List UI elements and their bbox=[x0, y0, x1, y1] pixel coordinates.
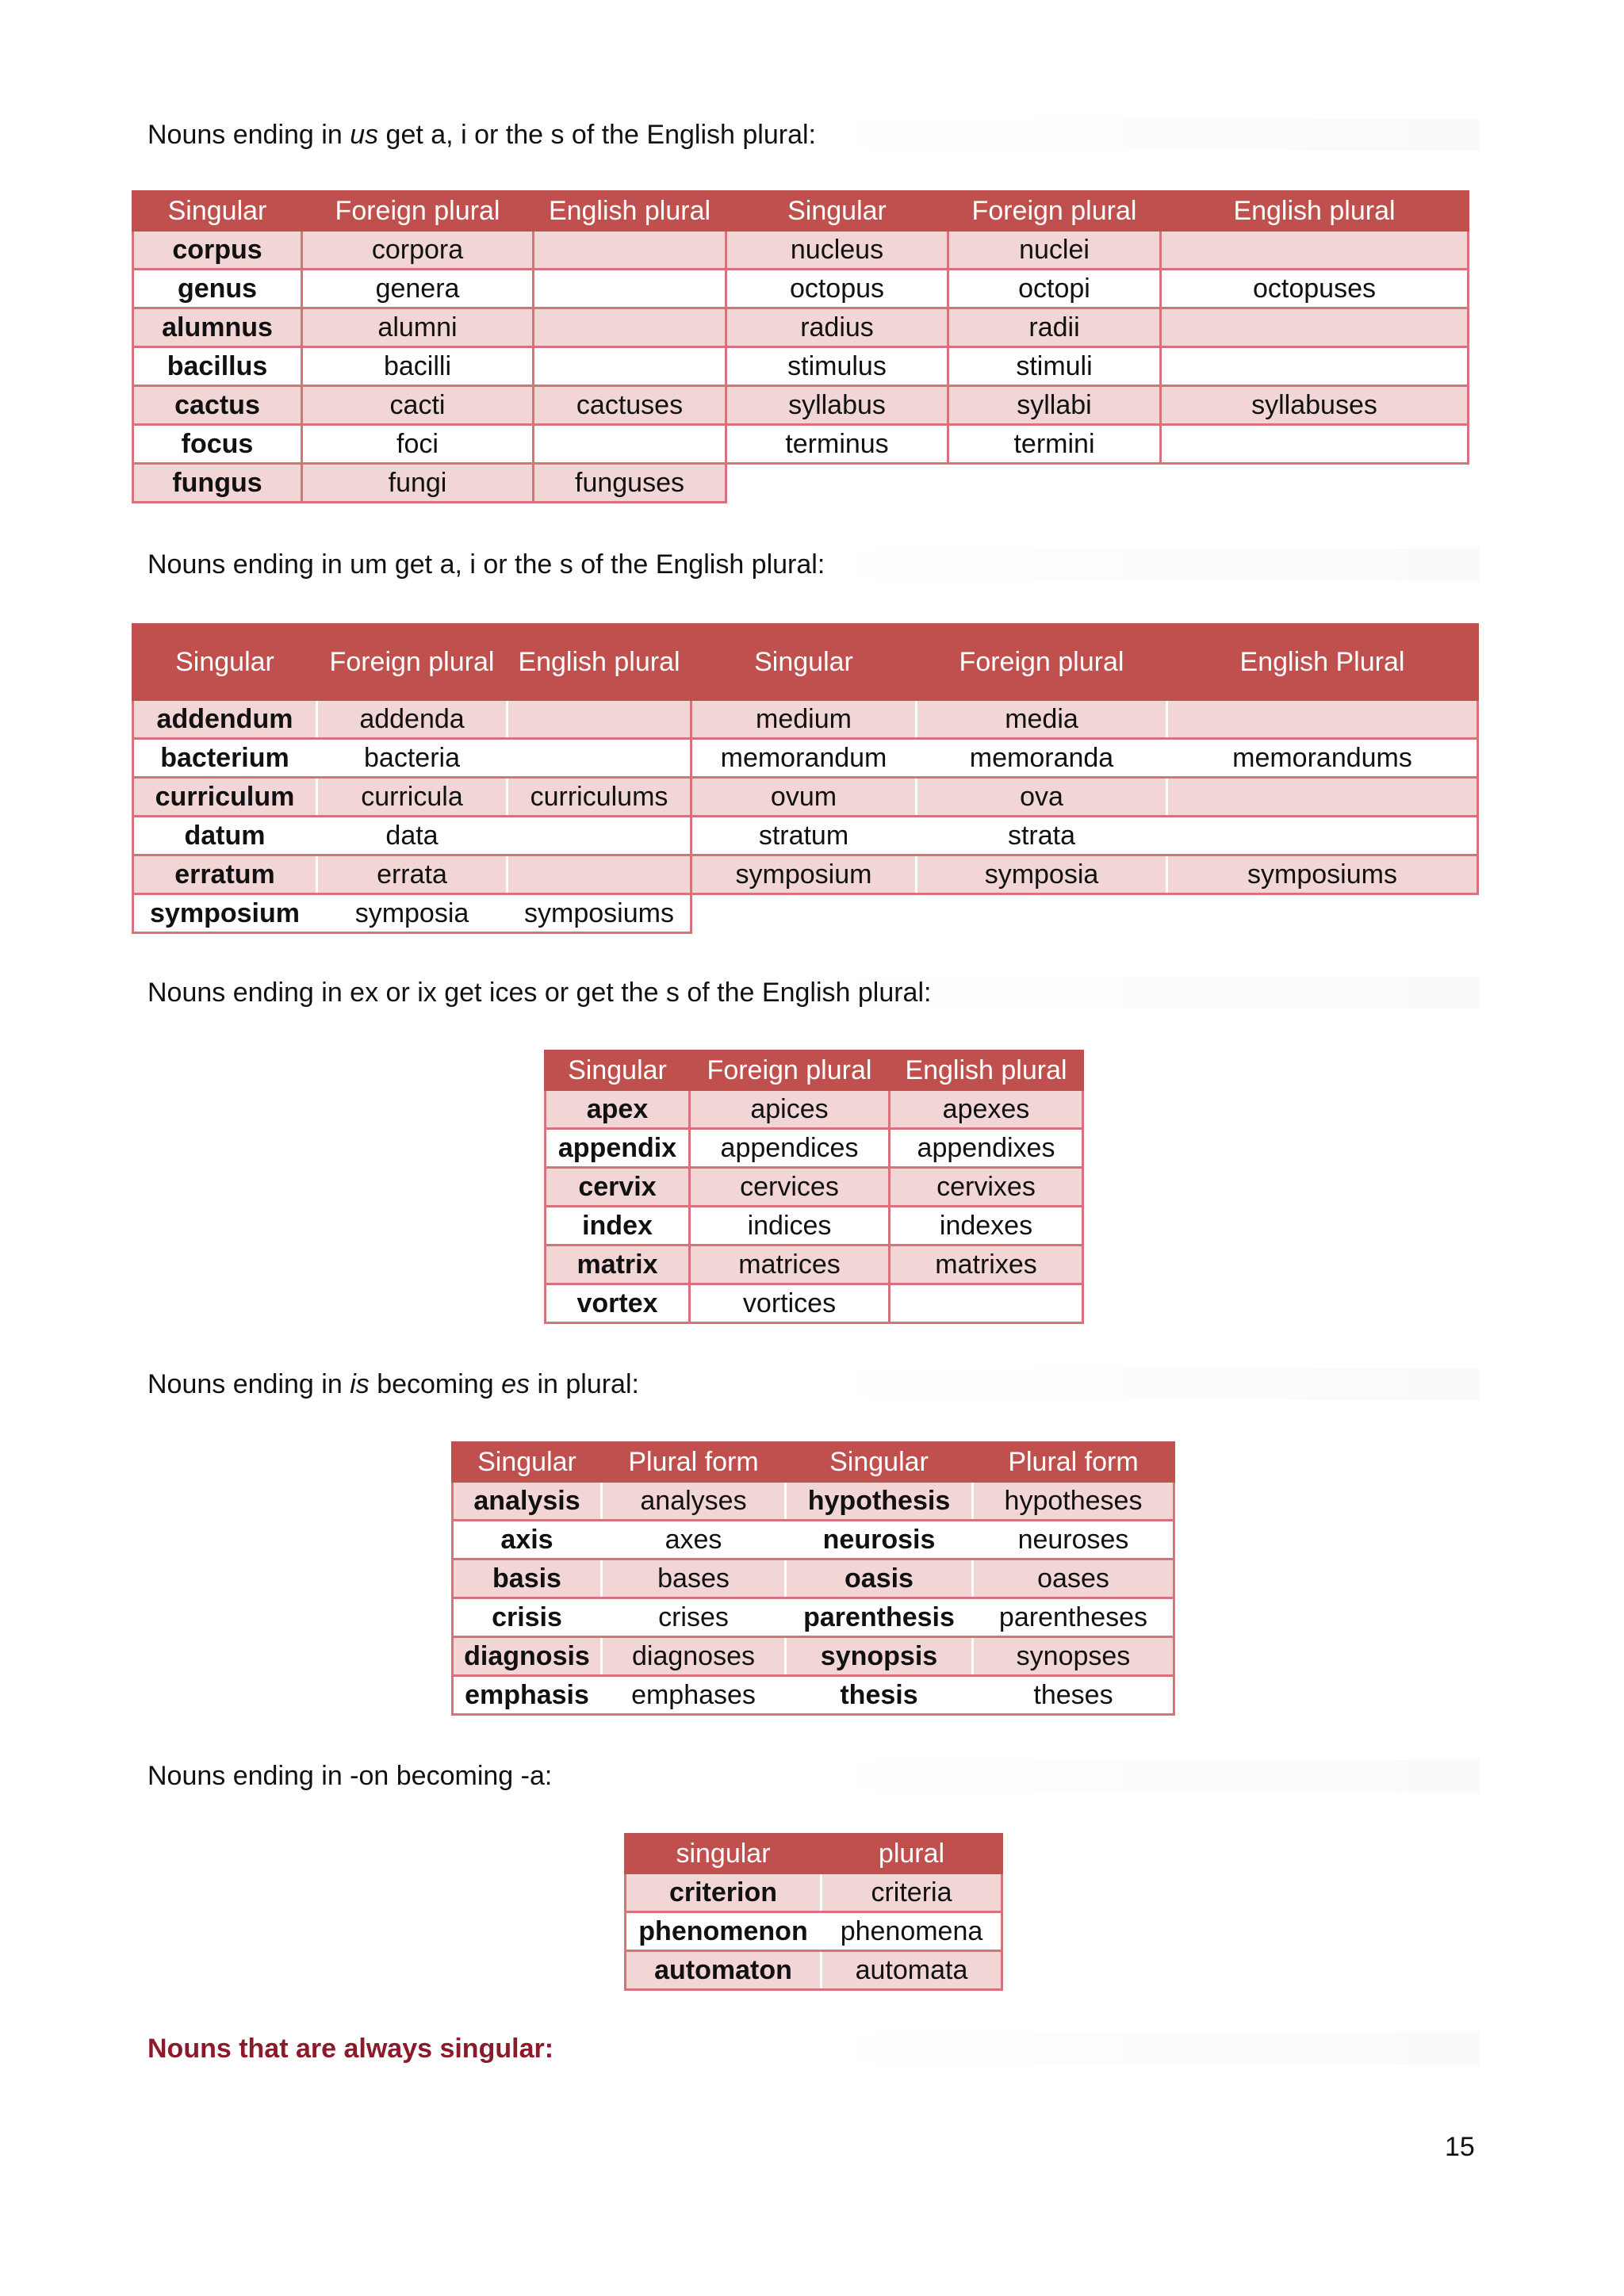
table-cell bbox=[1167, 778, 1478, 817]
table-cell bbox=[948, 464, 1161, 503]
table-cell: radii bbox=[948, 308, 1161, 347]
table-cell bbox=[890, 1284, 1083, 1323]
table-cell: matrixes bbox=[890, 1246, 1083, 1284]
table-cell bbox=[1167, 817, 1478, 855]
table-cell bbox=[534, 308, 726, 347]
table-cell bbox=[1161, 231, 1469, 270]
table-cell: cactus bbox=[133, 386, 302, 425]
section-heading-always-singular: Nouns that are always singular: bbox=[147, 2033, 1480, 2064]
table-cell: symposia bbox=[917, 855, 1167, 894]
table-cell bbox=[1161, 308, 1469, 347]
column-header: Foreign plural bbox=[317, 625, 508, 700]
table-cell: emphasis bbox=[453, 1676, 602, 1715]
table-cell: axis bbox=[453, 1521, 602, 1559]
table-cell bbox=[1167, 700, 1478, 739]
table-header-row bbox=[453, 1443, 1174, 1482]
table-row bbox=[133, 778, 1478, 817]
table-ex-ix-nouns bbox=[544, 1050, 1084, 1324]
table-row bbox=[133, 231, 1469, 270]
table-header-row bbox=[133, 192, 1469, 231]
table-cell: appendix bbox=[546, 1129, 690, 1168]
table-cell bbox=[534, 425, 726, 464]
table-cell: alumni bbox=[302, 308, 534, 347]
table-cell: basis bbox=[453, 1559, 602, 1598]
table-cell: focus bbox=[133, 425, 302, 464]
table-row bbox=[453, 1482, 1174, 1521]
table-cell: nucleus bbox=[726, 231, 948, 270]
table-cell: ovum bbox=[691, 778, 917, 817]
table-cell: syllabuses bbox=[1161, 386, 1469, 425]
table-cell: stimulus bbox=[726, 347, 948, 386]
table-cell: corpora bbox=[302, 231, 534, 270]
table-header-row bbox=[626, 1835, 1002, 1873]
table-cell: corpus bbox=[133, 231, 302, 270]
page-number: 15 bbox=[1445, 2132, 1475, 2162]
table-row bbox=[133, 894, 1478, 933]
table-row bbox=[133, 855, 1478, 894]
table-cell: errata bbox=[317, 855, 508, 894]
column-header: Plural form bbox=[973, 1443, 1174, 1482]
table-cell bbox=[726, 464, 948, 503]
column-header: Singular bbox=[133, 625, 317, 700]
table-cell: matrices bbox=[690, 1246, 890, 1284]
table-cell: criteria bbox=[822, 1873, 1002, 1912]
table-row bbox=[546, 1284, 1083, 1323]
table-cell: octopuses bbox=[1161, 270, 1469, 308]
column-header: Foreign plural bbox=[917, 625, 1167, 700]
table-cell: neuroses bbox=[973, 1521, 1174, 1559]
table-row bbox=[133, 308, 1469, 347]
column-header: Singular bbox=[546, 1051, 690, 1090]
table-cell bbox=[534, 347, 726, 386]
table-cell bbox=[1161, 425, 1469, 464]
table-cell bbox=[1161, 347, 1469, 386]
table-cell: fungi bbox=[302, 464, 534, 503]
table-cell: medium bbox=[691, 700, 917, 739]
table-cell: apices bbox=[690, 1090, 890, 1129]
table-row bbox=[626, 1951, 1002, 1990]
table-cell: memorandums bbox=[1167, 739, 1478, 778]
table-cell: theses bbox=[973, 1676, 1174, 1715]
table-cell bbox=[534, 231, 726, 270]
column-header: singular bbox=[626, 1835, 822, 1873]
column-header: Foreign plural bbox=[948, 192, 1161, 231]
table-row bbox=[546, 1168, 1083, 1207]
table-cell: syllabi bbox=[948, 386, 1161, 425]
table-cell: radius bbox=[726, 308, 948, 347]
table-cell: emphases bbox=[602, 1676, 786, 1715]
table-cell: bacterium bbox=[133, 739, 317, 778]
table-cell: oases bbox=[973, 1559, 1174, 1598]
table-row bbox=[453, 1521, 1174, 1559]
table-row bbox=[133, 347, 1469, 386]
table-on-nouns bbox=[624, 1833, 1003, 1991]
table-cell: apexes bbox=[890, 1090, 1083, 1129]
table-row bbox=[546, 1090, 1083, 1129]
table-row bbox=[546, 1207, 1083, 1246]
table-cell: synopses bbox=[973, 1637, 1174, 1676]
table-cell: automaton bbox=[626, 1951, 822, 1990]
table-cell: index bbox=[546, 1207, 690, 1246]
table-cell: curricula bbox=[317, 778, 508, 817]
table-cell: analyses bbox=[602, 1482, 786, 1521]
table-cell bbox=[508, 817, 691, 855]
table-cell: stratum bbox=[691, 817, 917, 855]
table-cell: curriculum bbox=[133, 778, 317, 817]
table-cell bbox=[691, 894, 917, 933]
section-heading-is: Nouns ending in is becoming es in plural: bbox=[147, 1368, 1480, 1400]
column-header: English Plural bbox=[1167, 625, 1478, 700]
table-cell bbox=[1167, 894, 1478, 933]
table-cell: analysis bbox=[453, 1482, 602, 1521]
table-cell: vortices bbox=[690, 1284, 890, 1323]
table-row bbox=[133, 425, 1469, 464]
table-cell: thesis bbox=[786, 1676, 973, 1715]
section-heading-on: Nouns ending in -on becoming -a: bbox=[147, 1760, 1480, 1792]
table-cell: memoranda bbox=[917, 739, 1167, 778]
table-cell: phenomena bbox=[822, 1912, 1002, 1951]
table-cell: automata bbox=[822, 1951, 1002, 1990]
column-header: Plural form bbox=[602, 1443, 786, 1482]
table-cell: nuclei bbox=[948, 231, 1161, 270]
table-cell: genera bbox=[302, 270, 534, 308]
table-cell bbox=[1161, 464, 1469, 503]
column-header: plural bbox=[822, 1835, 1002, 1873]
table-cell: addendum bbox=[133, 700, 317, 739]
table-header-row bbox=[546, 1051, 1083, 1090]
table-cell: fungus bbox=[133, 464, 302, 503]
table-cell: symposium bbox=[691, 855, 917, 894]
column-header: Singular bbox=[786, 1443, 973, 1482]
table-cell: parenthesis bbox=[786, 1598, 973, 1637]
table-cell: data bbox=[317, 817, 508, 855]
table-cell bbox=[508, 739, 691, 778]
table-cell: cervix bbox=[546, 1168, 690, 1207]
table-row bbox=[133, 817, 1478, 855]
table-cell bbox=[508, 855, 691, 894]
table-cell: appendixes bbox=[890, 1129, 1083, 1168]
table-cell: ova bbox=[917, 778, 1167, 817]
table-cell: cacti bbox=[302, 386, 534, 425]
table-cell: crises bbox=[602, 1598, 786, 1637]
table-cell: hypothesis bbox=[786, 1482, 973, 1521]
table-is-nouns bbox=[451, 1441, 1175, 1716]
table-row bbox=[453, 1598, 1174, 1637]
table-cell: indexes bbox=[890, 1207, 1083, 1246]
table-cell: neurosis bbox=[786, 1521, 973, 1559]
table-cell: synopsis bbox=[786, 1637, 973, 1676]
table-row bbox=[453, 1676, 1174, 1715]
table-cell: terminus bbox=[726, 425, 948, 464]
table-cell: diagnosis bbox=[453, 1637, 602, 1676]
section-heading-ex-ix: Nouns ending in ex or ix get ices or get the s of the English plural: bbox=[147, 977, 1480, 1008]
table-row bbox=[133, 464, 1469, 503]
table-header-row bbox=[133, 625, 1478, 700]
column-header: English plural bbox=[1161, 192, 1469, 231]
table-cell: cervixes bbox=[890, 1168, 1083, 1207]
section-heading-um: Nouns ending in um get a, i or the s of the English plural: bbox=[147, 549, 1480, 580]
column-header: Singular bbox=[453, 1443, 602, 1482]
table-cell: foci bbox=[302, 425, 534, 464]
table-cell: criterion bbox=[626, 1873, 822, 1912]
table-cell: media bbox=[917, 700, 1167, 739]
table-cell: crisis bbox=[453, 1598, 602, 1637]
column-header: Foreign plural bbox=[302, 192, 534, 231]
table-cell: parentheses bbox=[973, 1598, 1174, 1637]
table-cell: alumnus bbox=[133, 308, 302, 347]
table-cell: appendices bbox=[690, 1129, 890, 1168]
table-cell: erratum bbox=[133, 855, 317, 894]
table-cell: bacilli bbox=[302, 347, 534, 386]
table-cell bbox=[534, 270, 726, 308]
column-header: Singular bbox=[133, 192, 302, 231]
column-header: Singular bbox=[691, 625, 917, 700]
table-um-nouns bbox=[132, 623, 1479, 934]
table-cell: bacillus bbox=[133, 347, 302, 386]
table-row bbox=[453, 1637, 1174, 1676]
table-cell: symposia bbox=[317, 894, 508, 933]
table-cell: cervices bbox=[690, 1168, 890, 1207]
table-cell: hypotheses bbox=[973, 1482, 1174, 1521]
table-cell: datum bbox=[133, 817, 317, 855]
table-cell: oasis bbox=[786, 1559, 973, 1598]
table-cell: bases bbox=[602, 1559, 786, 1598]
table-row bbox=[133, 700, 1478, 739]
table-cell: strata bbox=[917, 817, 1167, 855]
table-cell: octopi bbox=[948, 270, 1161, 308]
table-us-nouns bbox=[132, 190, 1469, 503]
table-cell: axes bbox=[602, 1521, 786, 1559]
table-row bbox=[546, 1129, 1083, 1168]
table-row bbox=[626, 1912, 1002, 1951]
table-row bbox=[453, 1559, 1174, 1598]
table-row bbox=[133, 270, 1469, 308]
table-row bbox=[546, 1246, 1083, 1284]
table-cell: diagnoses bbox=[602, 1637, 786, 1676]
table-cell: phenomenon bbox=[626, 1912, 822, 1951]
column-header: English plural bbox=[534, 192, 726, 231]
table-cell: symposium bbox=[133, 894, 317, 933]
table-cell: bacteria bbox=[317, 739, 508, 778]
table-cell: matrix bbox=[546, 1246, 690, 1284]
table-cell: symposiums bbox=[1167, 855, 1478, 894]
table-cell: apex bbox=[546, 1090, 690, 1129]
column-header: Foreign plural bbox=[690, 1051, 890, 1090]
table-cell: termini bbox=[948, 425, 1161, 464]
table-row bbox=[133, 739, 1478, 778]
table-cell: genus bbox=[133, 270, 302, 308]
table-cell bbox=[917, 894, 1167, 933]
table-cell: cactuses bbox=[534, 386, 726, 425]
table-cell: octopus bbox=[726, 270, 948, 308]
column-header: English plural bbox=[508, 625, 691, 700]
table-cell: indices bbox=[690, 1207, 890, 1246]
table-row bbox=[626, 1873, 1002, 1912]
column-header: English plural bbox=[890, 1051, 1083, 1090]
table-cell bbox=[508, 700, 691, 739]
table-cell: funguses bbox=[534, 464, 726, 503]
table-cell: vortex bbox=[546, 1284, 690, 1323]
table-cell: stimuli bbox=[948, 347, 1161, 386]
table-cell: syllabus bbox=[726, 386, 948, 425]
table-cell: memorandum bbox=[691, 739, 917, 778]
table-cell: curriculums bbox=[508, 778, 691, 817]
column-header: Singular bbox=[726, 192, 948, 231]
table-cell: symposiums bbox=[508, 894, 691, 933]
section-heading-us: Nouns ending in us get a, i or the s of the English plural: bbox=[147, 119, 1480, 151]
table-cell: addenda bbox=[317, 700, 508, 739]
table-row bbox=[133, 386, 1469, 425]
